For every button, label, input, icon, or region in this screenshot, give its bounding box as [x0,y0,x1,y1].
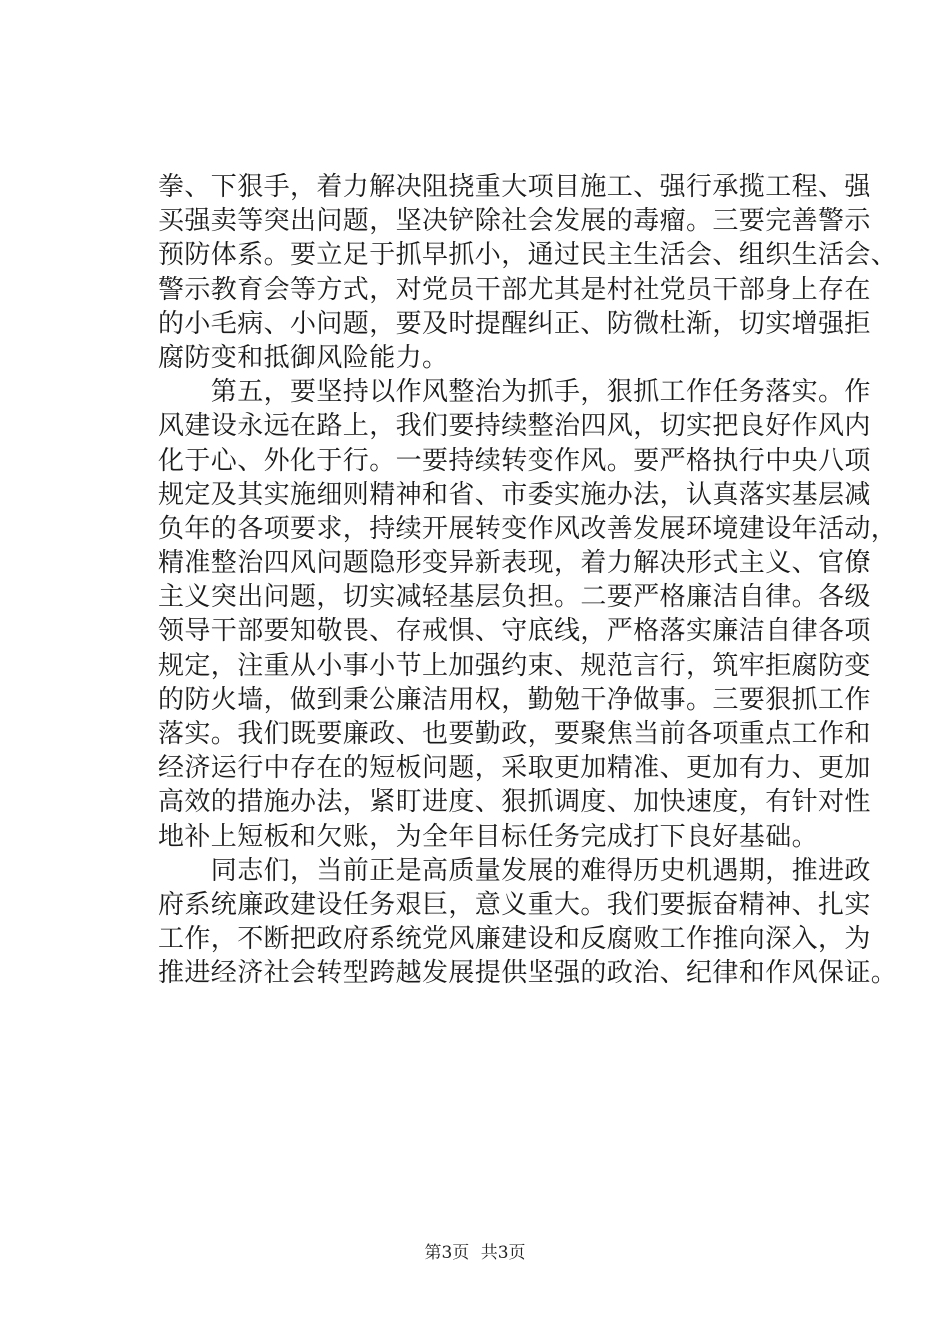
text-line: 工作，不断把政府系统党风廉建设和反腐败工作推向深入，为 [158,924,871,955]
text-line: 第五，要坚持以作风整治为抓手，狠抓工作任务落实。作 [158,377,871,408]
text-line: 腐防变和抵御风险能力。 [158,342,449,373]
text-line: 拳、下狠手，着力解决阻挠重大项目施工、强行承揽工程、强 [158,172,871,202]
text-line: 高效的措施办法，紧盯进度、狠抓调度、加快速度，有针对性 [158,787,871,818]
text-line: 推进经济社会转型跨越发展提供坚强的政治、纪律和作风保证。 [158,958,898,989]
text-line: 的小毛病、小问题，要及时提醒纠正、防微杜渐，切实增强拒 [158,308,871,339]
text-line: 的防火墙，做到秉公廉洁用权，勤勉干净做事。三要狠抓工作 [158,684,871,715]
text-line: 预防体系。要立足于抓早抓小，通过民主生活会、组织生活会、 [158,240,898,271]
text-line: 规定，注重从小事小节上加强约束、规范言行，筑牢拒腐防变 [158,650,871,681]
text-line: 经济运行中存在的短板问题，采取更加精准、更加有力、更加 [158,753,871,784]
text-line: 落实。我们既要廉政、也要勤政，要聚焦当前各项重点工作和 [158,719,871,749]
text-line: 负年的各项要求，持续开展转变作风改善发展环境建设年活动， [158,513,898,544]
page-footer [0,1243,950,1263]
text-line: 化于心、外化于行。一要持续转变作风。要严格执行中央八项 [158,445,871,476]
text-line: 规定及其实施细则精神和省、市委实施办法，认真落实基层减 [158,479,871,510]
text-line: 精准整治四风问题隐形变异新表现，着力解决形式主义、官僚 [158,548,871,579]
text-line: 警示教育会等方式，对党员干部尤其是村社党员干部身上存在 [158,274,871,305]
text-line: 领导干部要知敬畏、存戒惧、守底线，严格落实廉洁自律各项 [158,616,871,647]
text-line: 府系统廉政建设任务艰巨，意义重大。我们要振奋精神、扎实 [158,889,871,920]
text-line: 买强卖等突出问题，坚决铲除社会发展的毒瘤。三要完善警示 [158,206,871,237]
page-number: 第3页 [424,1243,470,1263]
text-line: 风建设永远在路上，我们要持续整治四风，切实把良好作风内 [158,411,871,442]
text-line: 地补上短板和欠账，为全年目标任务完成打下良好基础。 [158,821,819,852]
text-line: 主义突出问题，切实减轻基层负担。二要严格廉洁自律。各级 [158,582,871,613]
body-text [158,170,898,991]
page-total: 共3页 [480,1243,526,1263]
text-line: 同志们，当前正是高质量发展的难得历史机遇期，推进政 [158,855,871,886]
